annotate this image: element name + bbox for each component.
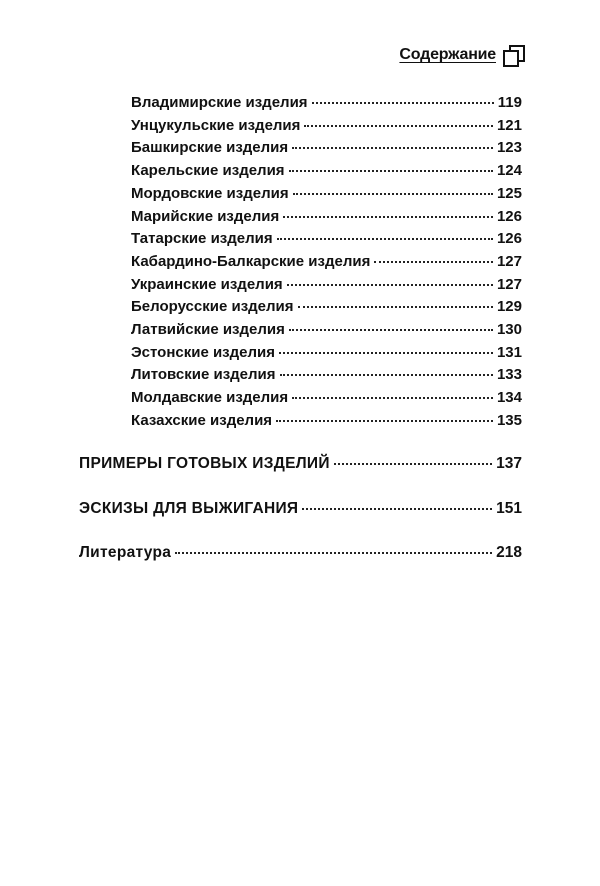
toc-entry[interactable]	[131, 253, 522, 270]
toc-entry-page: 119	[497, 94, 522, 111]
toc-entry-title: Татарские изделия	[131, 230, 273, 248]
dot-leader	[277, 238, 493, 240]
dot-leader	[280, 374, 493, 376]
toc-entry[interactable]	[131, 162, 522, 179]
toc-entry[interactable]	[131, 230, 522, 247]
dot-leader	[293, 193, 493, 195]
dot-leader	[289, 170, 493, 172]
dot-leader	[302, 508, 492, 510]
toc-entry-title: Марийские изделия	[131, 207, 280, 225]
toc-entry-title: Белорусские изделия	[131, 298, 294, 316]
dot-leader	[374, 261, 493, 263]
toc-entry-title: Украинские изделия	[131, 275, 283, 293]
running-header	[399, 44, 524, 66]
dot-leader	[292, 147, 493, 149]
toc-entry[interactable]	[131, 276, 522, 293]
toc-entry[interactable]	[131, 139, 522, 156]
dot-leader	[334, 463, 492, 465]
toc-entry[interactable]	[79, 544, 522, 562]
toc-entry-page: 133	[496, 366, 522, 384]
toc-entry[interactable]	[131, 366, 522, 383]
toc-entry[interactable]	[79, 500, 522, 518]
toc-entry-title: Мордовские изделия	[131, 184, 289, 202]
toc-entry-page: 130	[496, 321, 522, 338]
toc-entry-page: 134	[496, 389, 522, 407]
toc-entry-title: Эстонские изделия	[131, 343, 276, 361]
toc-entry-title: Литовские изделия	[131, 366, 276, 384]
toc-entry-title: Владимирские изделия	[131, 94, 308, 111]
dot-leader	[175, 552, 492, 554]
toc-entry-page: 124	[496, 162, 522, 180]
book-pages-icon	[502, 44, 524, 66]
dot-leader	[304, 125, 493, 127]
toc-entry-title: ПРИМЕРЫ ГОТОВЫХ ИЗДЕЛИЙ	[79, 455, 330, 472]
toc-entry-page: 127	[496, 275, 522, 293]
toc-entry[interactable]	[79, 455, 522, 473]
toc-entry-page: 121	[496, 116, 522, 134]
dot-leader	[287, 284, 493, 286]
toc-entry[interactable]	[131, 117, 522, 134]
toc-entry-title: Казахские изделия	[131, 411, 273, 429]
dot-leader	[289, 329, 493, 331]
toc-entry[interactable]	[131, 321, 522, 338]
toc-entry-page: 126	[496, 230, 522, 248]
dot-leader	[292, 397, 493, 399]
toc-entry-page: 125	[496, 184, 522, 202]
toc-entry-title: Латвийские изделия	[131, 321, 285, 338]
dot-leader	[312, 102, 494, 104]
toc-entry-title: Кабардино-Балкарские изделия	[131, 252, 371, 270]
toc-entry-page: 131	[496, 343, 522, 361]
toc-entry-title: Унцукульские изделия	[131, 116, 301, 134]
toc-entry-title: ЭСКИЗЫ ДЛЯ ВЫЖИГАНИЯ	[79, 500, 299, 517]
toc-entry-page: 218	[496, 544, 522, 561]
toc-entry-page: 151	[496, 500, 522, 517]
toc-entry-title: Карельские изделия	[131, 162, 285, 180]
toc-entry-page: 127	[496, 252, 522, 270]
toc-entry[interactable]	[131, 298, 522, 315]
dot-leader	[276, 420, 493, 422]
toc-entry[interactable]	[131, 208, 522, 225]
toc-entry-page: 135	[496, 411, 522, 429]
toc-entry[interactable]	[131, 185, 522, 202]
header-title: Содержание	[399, 46, 496, 63]
toc-entry-title: Башкирские изделия	[131, 139, 289, 157]
dot-leader	[298, 306, 493, 308]
dot-leader	[283, 216, 493, 218]
toc-entry[interactable]	[131, 412, 522, 429]
toc-entry-page: 126	[496, 207, 522, 225]
toc-entry[interactable]	[131, 344, 522, 361]
toc-entry-title: Литература	[79, 544, 172, 561]
toc-entry-page: 137	[496, 455, 522, 472]
toc-entry-page: 123	[496, 139, 522, 157]
toc-entry[interactable]	[131, 94, 522, 111]
dot-leader	[279, 352, 493, 354]
toc-entry-title: Молдавские изделия	[131, 389, 289, 407]
toc-entry[interactable]	[131, 389, 522, 406]
toc-entry-page: 129	[496, 298, 522, 316]
